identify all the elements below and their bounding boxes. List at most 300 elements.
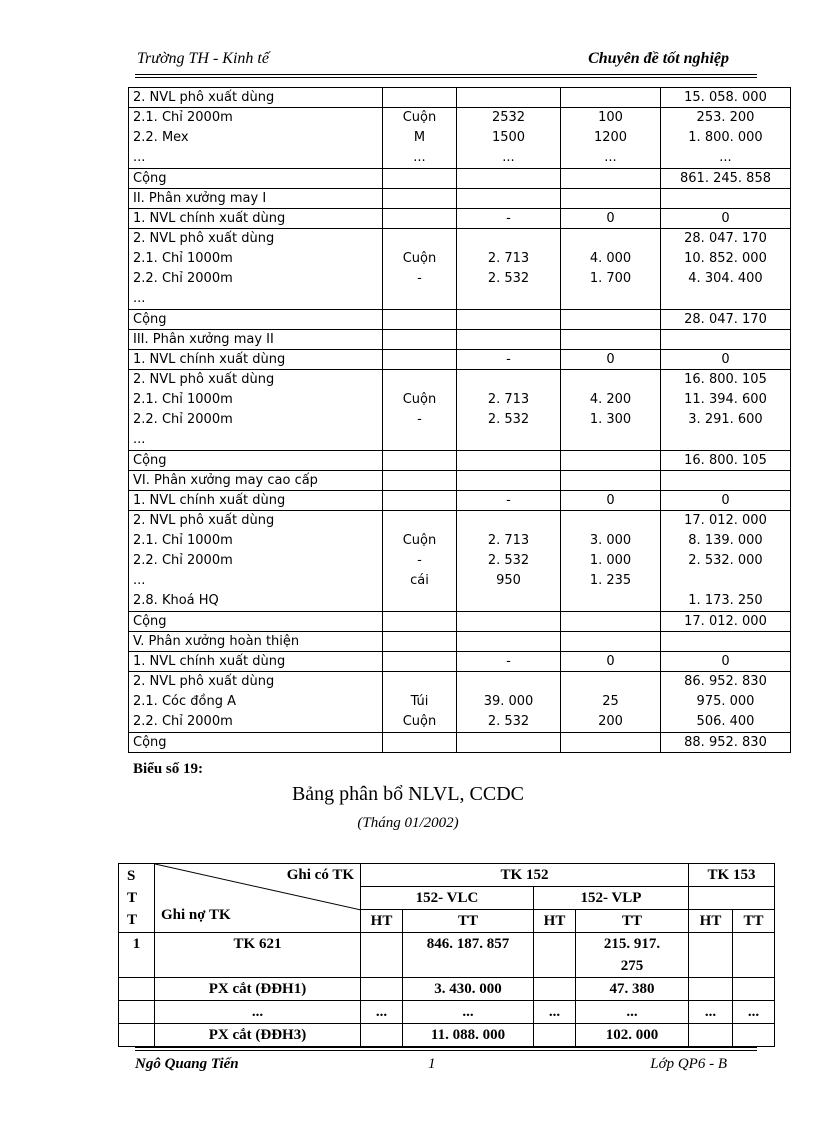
cell-line	[561, 88, 660, 107]
cell-line	[383, 370, 456, 390]
cell-line	[457, 310, 560, 329]
cell-line: 1200	[593, 130, 628, 145]
amount-cell	[661, 612, 791, 632]
quantity-cell	[457, 733, 561, 753]
cell-line	[383, 229, 456, 249]
unit-cell	[383, 330, 457, 350]
cell-line	[457, 430, 560, 450]
tk153-tt-cell	[733, 933, 775, 978]
cell-line: 2.1. Chỉ 1000m	[133, 251, 233, 266]
stt-cell: 1	[119, 933, 155, 978]
cell-line: 88. 952. 830	[684, 735, 767, 750]
cell-line	[457, 330, 560, 349]
quantity-cell	[457, 632, 561, 652]
cell-line	[383, 733, 456, 752]
author-name: Ngô Quang Tiến	[135, 1056, 239, 1072]
item-cell	[129, 612, 383, 632]
quantity-cell	[457, 88, 561, 108]
vlp-tt-cell: 102. 000	[576, 1024, 689, 1047]
cell-line: 1. 800. 000	[688, 130, 763, 145]
table-row	[119, 978, 775, 1001]
cell-line	[383, 189, 456, 208]
unit-cell	[383, 229, 457, 310]
page-number: 1	[428, 1056, 436, 1072]
item-cell	[129, 350, 383, 370]
cell-line: Cộng	[133, 614, 167, 629]
quantity-cell	[457, 370, 561, 451]
unit-cell	[383, 189, 457, 209]
cell-line	[561, 591, 660, 611]
stt-label: S T T	[127, 868, 138, 928]
quantity-cell	[457, 350, 561, 370]
table-row	[119, 933, 775, 978]
price-cell	[561, 612, 661, 632]
cell-line: 28. 047. 170	[684, 231, 767, 246]
cell-line: 1. 235	[589, 573, 632, 588]
cell-line: 2.2. Chỉ 2000m	[133, 553, 233, 568]
cell-line	[561, 612, 660, 631]
ghi-no-label: Ghi nợ TK	[161, 907, 231, 923]
vlc-ht-cell	[361, 1024, 403, 1047]
ht-header: HT	[361, 910, 403, 933]
quantity-cell	[457, 612, 561, 632]
cell-line	[457, 632, 560, 651]
amount-cell	[661, 108, 791, 169]
cell-line: 975. 000	[696, 694, 755, 709]
table-row	[129, 310, 791, 330]
item-cell	[129, 189, 383, 209]
cell-line: 2.1. Chỉ 2000m	[133, 110, 233, 125]
tk153-tt-cell	[733, 1024, 775, 1047]
vlc-tt-cell: 11. 088. 000	[403, 1024, 534, 1047]
item-cell	[129, 108, 383, 169]
cell-line: 0	[721, 352, 730, 367]
cell-line: Cộng	[133, 453, 167, 468]
stt-cell	[119, 978, 155, 1001]
ht-header: HT	[689, 910, 733, 933]
price-cell	[561, 672, 661, 733]
table-row	[129, 612, 791, 632]
cell-line	[561, 733, 660, 752]
table-number: Biểu số 19:	[133, 761, 204, 777]
cell-line	[561, 672, 660, 692]
cell-line: 2.1. Chỉ 1000m	[133, 533, 233, 548]
quantity-cell	[457, 169, 561, 189]
cell-line	[457, 451, 560, 470]
cell-line: Cuộn	[402, 251, 437, 266]
material-issue-table	[128, 87, 791, 753]
table-row	[129, 229, 791, 310]
cell-line: -	[417, 553, 422, 568]
tk153-ht-cell	[689, 1024, 733, 1047]
item-cell	[129, 652, 383, 672]
cell-line: M	[413, 130, 426, 145]
cell-line: 2. 713	[487, 392, 530, 407]
cell-line: 2. 713	[487, 251, 530, 266]
cell-line: 4. 200	[589, 392, 632, 407]
cell-line: 1. 700	[589, 271, 632, 286]
table-row	[129, 189, 791, 209]
amount-cell	[661, 672, 791, 733]
cell-line: 2. NVL phô xuất dùng	[133, 372, 275, 387]
cell-line	[383, 591, 456, 611]
item-cell	[129, 88, 383, 108]
cell-line: 0	[606, 493, 615, 508]
cell-line: 4. 000	[589, 251, 632, 266]
cell-line: 11. 394. 600	[684, 392, 767, 407]
cell-line: 2.2. Chỉ 2000m	[133, 412, 233, 427]
cell-line	[561, 229, 660, 249]
stt-header	[119, 864, 155, 933]
cell-line: 3. 000	[589, 533, 632, 548]
cell-line	[383, 310, 456, 329]
amount-cell	[661, 491, 791, 511]
quantity-cell	[457, 189, 561, 209]
cell-line: Túi	[410, 694, 429, 709]
ht-header: HT	[534, 910, 576, 933]
price-cell	[561, 491, 661, 511]
unit-cell	[383, 471, 457, 491]
cell-line: 8. 139. 000	[688, 533, 763, 548]
cell-line: 1. 300	[589, 412, 632, 427]
tk153-ht-cell: ...	[689, 1001, 733, 1024]
cell-line: ...	[133, 573, 146, 588]
price-cell	[561, 451, 661, 471]
price-cell	[561, 370, 661, 451]
cell-line	[661, 632, 790, 651]
unit-cell	[383, 612, 457, 632]
cell-line: 1. 173. 250	[688, 593, 763, 608]
footer-rule-2	[135, 1050, 757, 1051]
cell-line: 1. NVL chính xuất dùng	[133, 352, 286, 367]
cell-line	[561, 370, 660, 390]
cell-line: 2.1. Cóc đồng A	[133, 694, 236, 709]
item-cell	[129, 370, 383, 451]
cell-line	[561, 169, 660, 188]
price-cell	[561, 511, 661, 612]
vlc-ht-cell	[361, 933, 403, 978]
cell-line	[383, 169, 456, 188]
cell-line	[457, 511, 560, 531]
vlp-header: 152- VLP	[534, 887, 689, 910]
cell-line	[383, 612, 456, 631]
cell-line	[383, 430, 456, 450]
cell-line	[661, 289, 790, 309]
table-row	[119, 1001, 775, 1024]
amount-cell	[661, 169, 791, 189]
cell-line: ...	[413, 150, 426, 165]
page-footer	[135, 1056, 757, 1076]
cell-line: VI. Phân xưởng may cao cấp	[133, 473, 318, 488]
amount-cell	[661, 88, 791, 108]
cell-line: 1. 000	[589, 553, 632, 568]
account-cell: ...	[155, 1001, 361, 1024]
item-cell	[129, 511, 383, 612]
cell-line: 2.2. Chỉ 2000m	[133, 714, 233, 729]
cell-line: 506. 400	[696, 714, 755, 729]
item-cell	[129, 330, 383, 350]
table-row	[129, 511, 791, 612]
vlp-ht-cell: ...	[534, 1001, 576, 1024]
unit-cell	[383, 108, 457, 169]
price-cell	[561, 229, 661, 310]
amount-cell	[661, 350, 791, 370]
cell-line: 0	[721, 493, 730, 508]
cell-line: 2.2. Mex	[133, 130, 189, 145]
cell-line	[457, 229, 560, 249]
tk153-ht-cell	[689, 933, 733, 978]
table-row	[129, 632, 791, 652]
item-cell	[129, 491, 383, 511]
item-cell	[129, 672, 383, 733]
cell-line: 2. NVL phô xuất dùng	[133, 90, 275, 105]
cell-line	[457, 591, 560, 611]
ghi-co-label: Ghi có TK	[286, 867, 354, 883]
amount-cell	[661, 511, 791, 612]
tt-header: TT	[403, 910, 534, 933]
table-row	[129, 491, 791, 511]
cell-line: 200	[598, 714, 623, 729]
class-name: Lớp QP6 - B	[650, 1056, 727, 1072]
table-row	[129, 108, 791, 169]
cell-line	[383, 350, 456, 369]
cell-line: 950	[496, 573, 521, 588]
cell-line	[561, 451, 660, 470]
cell-line: Cuộn	[402, 110, 437, 125]
cell-line	[561, 310, 660, 329]
cell-line: 17. 012. 000	[684, 614, 767, 629]
quantity-cell	[457, 491, 561, 511]
cell-line: -	[506, 654, 511, 669]
cell-line: 16. 800. 105	[684, 372, 767, 387]
school-name: Trường TH - Kinh tế	[137, 50, 269, 67]
cell-line: ...	[133, 291, 146, 306]
tt-header: TT	[576, 910, 689, 933]
stt-cell	[119, 1024, 155, 1047]
unit-cell	[383, 451, 457, 471]
table-row	[129, 209, 791, 229]
tk153-tt-cell	[733, 978, 775, 1001]
cell-line: 253. 200	[696, 110, 755, 125]
quantity-cell	[457, 652, 561, 672]
cell-line	[383, 451, 456, 470]
price-cell	[561, 652, 661, 672]
cell-line: 86. 952. 830	[684, 674, 767, 689]
price-cell	[561, 733, 661, 753]
quantity-cell	[457, 229, 561, 310]
cell-line	[457, 370, 560, 390]
cell-line: 3. 291. 600	[688, 412, 763, 427]
amount-cell	[661, 330, 791, 350]
cell-line: 4. 304. 400	[688, 271, 763, 286]
cell-line: 17. 012. 000	[684, 513, 767, 528]
cell-line	[457, 612, 560, 631]
account-cell: PX cắt (ĐĐH3)	[155, 1024, 361, 1047]
cell-line: 10. 852. 000	[684, 251, 767, 266]
account-cell: PX cắt (ĐĐH1)	[155, 978, 361, 1001]
cell-line: 1. NVL chính xuất dùng	[133, 654, 286, 669]
amount-cell	[661, 189, 791, 209]
cell-line: Cộng	[133, 312, 167, 327]
cell-line	[457, 672, 560, 692]
cell-line	[383, 672, 456, 692]
cell-line: 861. 245. 858	[680, 171, 771, 186]
cell-line	[561, 511, 660, 531]
footer-rule	[135, 1047, 757, 1048]
cell-line	[383, 511, 456, 531]
cell-line: 2. NVL phô xuất dùng	[133, 513, 275, 528]
price-cell	[561, 310, 661, 330]
cell-line: Cộng	[133, 735, 167, 750]
amount-cell	[661, 451, 791, 471]
amount-cell	[661, 370, 791, 451]
cell-line: -	[506, 493, 511, 508]
cell-line: 1. NVL chính xuất dùng	[133, 211, 286, 226]
diagonal-header-cell	[155, 864, 361, 933]
tk153-tt-cell: ...	[733, 1001, 775, 1024]
cell-line	[457, 289, 560, 309]
tt-header: TT	[733, 910, 775, 933]
price-cell	[561, 330, 661, 350]
vlc-tt-cell: 3. 430. 000	[403, 978, 534, 1001]
vlc-header: 152- VLC	[361, 887, 534, 910]
cell-line: 2. 532	[487, 271, 530, 286]
cell-line: -	[417, 271, 422, 286]
cell-line: -	[506, 352, 511, 367]
cell-line: 2. 532. 000	[688, 553, 763, 568]
vlp-ht-cell	[534, 978, 576, 1001]
amount-cell	[661, 229, 791, 310]
cell-line: ...	[502, 150, 515, 165]
amount-cell	[661, 652, 791, 672]
cell-line: 2532	[491, 110, 526, 125]
vlp-tt-cell: 47. 380	[576, 978, 689, 1001]
cell-line: ...	[604, 150, 617, 165]
amount-cell	[661, 471, 791, 491]
cell-line: 2.8. Khoá HQ	[133, 593, 219, 608]
cell-line: 2. NVL phô xuất dùng	[133, 231, 275, 246]
cell-line	[383, 209, 456, 228]
cell-line: 16. 800. 105	[684, 453, 767, 468]
quantity-cell	[457, 310, 561, 330]
cell-line: 2. 532	[487, 714, 530, 729]
price-cell	[561, 471, 661, 491]
table-row	[129, 330, 791, 350]
cell-line	[661, 430, 790, 450]
cell-line	[383, 330, 456, 349]
tk153-header: TK 153	[689, 864, 775, 887]
table-row	[129, 672, 791, 733]
header-rule	[135, 74, 757, 75]
tk153-ht-cell	[689, 978, 733, 1001]
amount-cell	[661, 310, 791, 330]
price-cell	[561, 189, 661, 209]
cell-line	[661, 471, 790, 490]
cell-line: cái	[410, 573, 429, 588]
cell-line: ...	[719, 150, 732, 165]
item-cell	[129, 169, 383, 189]
cell-line	[383, 632, 456, 651]
quantity-cell	[457, 209, 561, 229]
stt-cell	[119, 1001, 155, 1024]
cell-line: 1. NVL chính xuất dùng	[133, 493, 286, 508]
cell-line	[457, 88, 560, 107]
table-row	[129, 733, 791, 753]
quantity-cell	[457, 672, 561, 733]
cell-line: 2. NVL phô xuất dùng	[133, 674, 275, 689]
vlc-ht-cell	[361, 978, 403, 1001]
cell-line	[383, 471, 456, 490]
cell-line	[561, 632, 660, 651]
quantity-cell	[457, 451, 561, 471]
vlc-tt-cell: 846. 187. 857	[403, 933, 534, 978]
quantity-cell	[457, 330, 561, 350]
cell-line: 0	[606, 654, 615, 669]
unit-cell	[383, 350, 457, 370]
cell-line	[561, 289, 660, 309]
amount-cell	[661, 733, 791, 753]
price-cell	[561, 350, 661, 370]
item-cell	[129, 471, 383, 491]
item-cell	[129, 632, 383, 652]
cell-line: 15. 058. 000	[684, 90, 767, 105]
cell-line: ...	[133, 150, 146, 165]
cell-line	[561, 330, 660, 349]
cell-line	[561, 189, 660, 208]
cell-line: 2. 532	[487, 412, 530, 427]
cell-line: -	[417, 412, 422, 427]
allocation-table	[118, 863, 775, 1047]
table-row	[129, 169, 791, 189]
unit-cell	[383, 209, 457, 229]
cell-line: 2.2. Chỉ 2000m	[133, 271, 233, 286]
table-row	[129, 471, 791, 491]
cell-line: 0	[721, 654, 730, 669]
unit-cell	[383, 370, 457, 451]
cell-line: 39. 000	[483, 694, 534, 709]
cell-line	[661, 330, 790, 349]
cell-line: Cuộn	[402, 533, 437, 548]
cell-line	[383, 289, 456, 309]
table-row	[119, 1024, 775, 1047]
table-row	[129, 350, 791, 370]
unit-cell	[383, 88, 457, 108]
unit-cell	[383, 169, 457, 189]
amount-cell	[661, 632, 791, 652]
cell-line: 2.1. Chỉ 1000m	[133, 392, 233, 407]
page-header	[135, 50, 757, 72]
cell-line: 100	[598, 110, 623, 125]
item-cell	[129, 733, 383, 753]
cell-line	[457, 471, 560, 490]
item-cell	[129, 451, 383, 471]
cell-line	[561, 471, 660, 490]
price-cell	[561, 88, 661, 108]
allocation-title: Bảng phân bổ NLVL, CCDC	[291, 783, 525, 805]
cell-line: 2. 532	[487, 553, 530, 568]
vlp-tt-cell: ...	[576, 1001, 689, 1024]
cell-line: 28. 047. 170	[684, 312, 767, 327]
cell-line: Cộng	[133, 171, 167, 186]
cell-line: 0	[606, 211, 615, 226]
table-row	[129, 88, 791, 108]
price-cell	[561, 169, 661, 189]
cell-line: Cuộn	[402, 714, 437, 729]
cell-line: 1500	[491, 130, 526, 145]
cell-line: -	[506, 211, 511, 226]
amount-cell	[661, 209, 791, 229]
cell-line: 0	[606, 352, 615, 367]
